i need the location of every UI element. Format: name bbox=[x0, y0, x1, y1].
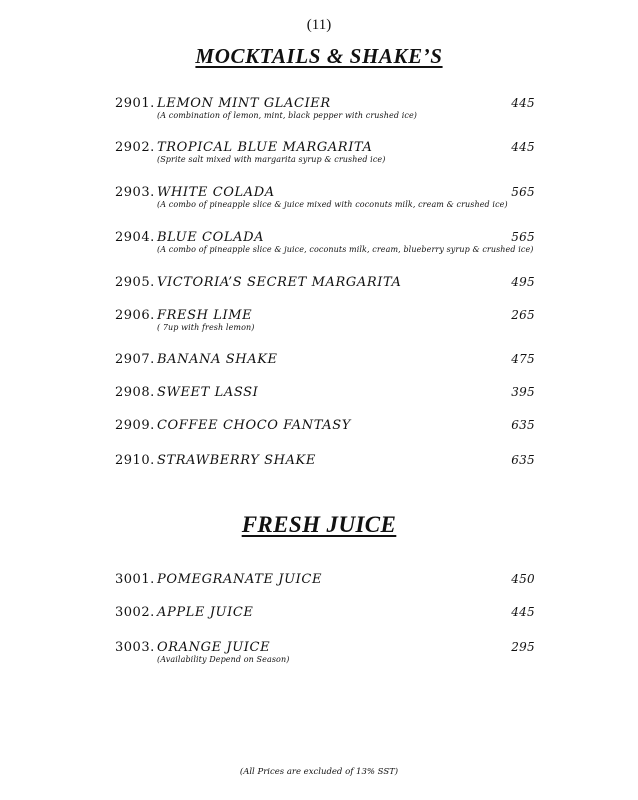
item-code: 2903. bbox=[115, 185, 155, 200]
menu-item bbox=[115, 185, 535, 209]
item-price: 475 bbox=[511, 352, 535, 366]
item-code: 3002. bbox=[115, 605, 155, 620]
item-code: 3001. bbox=[115, 572, 155, 587]
item-code: 2902. bbox=[115, 140, 155, 155]
item-name: ORANGE JUICE bbox=[157, 640, 271, 655]
item-price: 450 bbox=[511, 572, 535, 586]
menu-item bbox=[115, 418, 535, 436]
item-name: VICTORIA’S SECRET MARGARITA bbox=[157, 275, 402, 290]
price-footnote: (All Prices are excluded of 13% SST) bbox=[239, 767, 399, 777]
item-name: COFFEE CHOCO FANTASY bbox=[157, 418, 351, 433]
item-name: POMEGRANATE JUICE bbox=[157, 572, 323, 587]
item-description: ( 7up with fresh lemon) bbox=[157, 323, 255, 332]
item-name: BANANA SHAKE bbox=[157, 352, 278, 367]
item-description: (A combo of pineapple slice & juice mixed with coconuts milk, cream & crushed ice) bbox=[157, 200, 508, 209]
item-price: 495 bbox=[511, 275, 535, 289]
item-price: 565 bbox=[511, 230, 535, 244]
item-name: SWEET LASSI bbox=[157, 385, 259, 400]
item-code: 2910. bbox=[115, 453, 155, 468]
menu-item bbox=[115, 230, 535, 254]
item-code: 2901. bbox=[115, 96, 155, 111]
item-price: 635 bbox=[511, 418, 535, 432]
item-description: (Sprite salt mixed with margarita syrup & crushed ice) bbox=[157, 155, 386, 164]
item-name: BLUE COLADA bbox=[157, 230, 265, 245]
item-price: 395 bbox=[511, 385, 535, 399]
item-name: STRAWBERRY SHAKE bbox=[157, 453, 316, 468]
item-code: 2905. bbox=[115, 275, 155, 290]
item-code: 2908. bbox=[115, 385, 155, 400]
section-title-mocktails: MOCKTAILS & SHAKE’S bbox=[195, 44, 443, 68]
item-price: 295 bbox=[511, 640, 535, 654]
page-number: (11) bbox=[306, 17, 332, 33]
item-price: 565 bbox=[511, 185, 535, 199]
item-name: WHITE COLADA bbox=[157, 185, 275, 200]
item-description: (A combo of pineapple slice & juice, coconuts milk, cream, blueberry syrup & crushed ice) bbox=[157, 245, 534, 254]
item-name: APPLE JUICE bbox=[157, 605, 254, 620]
item-code: 2909. bbox=[115, 418, 155, 433]
menu-item bbox=[115, 275, 535, 293]
item-price: 445 bbox=[511, 605, 535, 619]
menu-item bbox=[115, 352, 535, 370]
menu-item bbox=[115, 140, 535, 164]
item-description: (A combination of lemon, mint, black pepper with crushed ice) bbox=[157, 111, 418, 120]
item-price: 445 bbox=[511, 140, 535, 154]
item-name: TROPICAL BLUE MARGARITA bbox=[157, 140, 373, 155]
item-price: 265 bbox=[511, 308, 535, 322]
item-name: LEMON MINT GLACIER bbox=[157, 96, 331, 111]
item-name: FRESH LIME bbox=[157, 308, 253, 323]
menu-item bbox=[115, 453, 535, 471]
menu-item bbox=[115, 308, 535, 332]
menu-item bbox=[115, 640, 535, 664]
section-title-fresh-juice: FRESH JUICE bbox=[241, 512, 397, 537]
menu-item bbox=[115, 572, 535, 590]
menu-item bbox=[115, 385, 535, 403]
item-code: 3003. bbox=[115, 640, 155, 655]
item-price: 635 bbox=[511, 453, 535, 467]
item-code: 2904. bbox=[115, 230, 155, 245]
menu-item bbox=[115, 605, 535, 623]
item-code: 2907. bbox=[115, 352, 155, 367]
item-price: 445 bbox=[511, 96, 535, 110]
menu-item bbox=[115, 96, 535, 120]
item-description: (Availability Depend on Season) bbox=[157, 655, 290, 664]
item-code: 2906. bbox=[115, 308, 155, 323]
